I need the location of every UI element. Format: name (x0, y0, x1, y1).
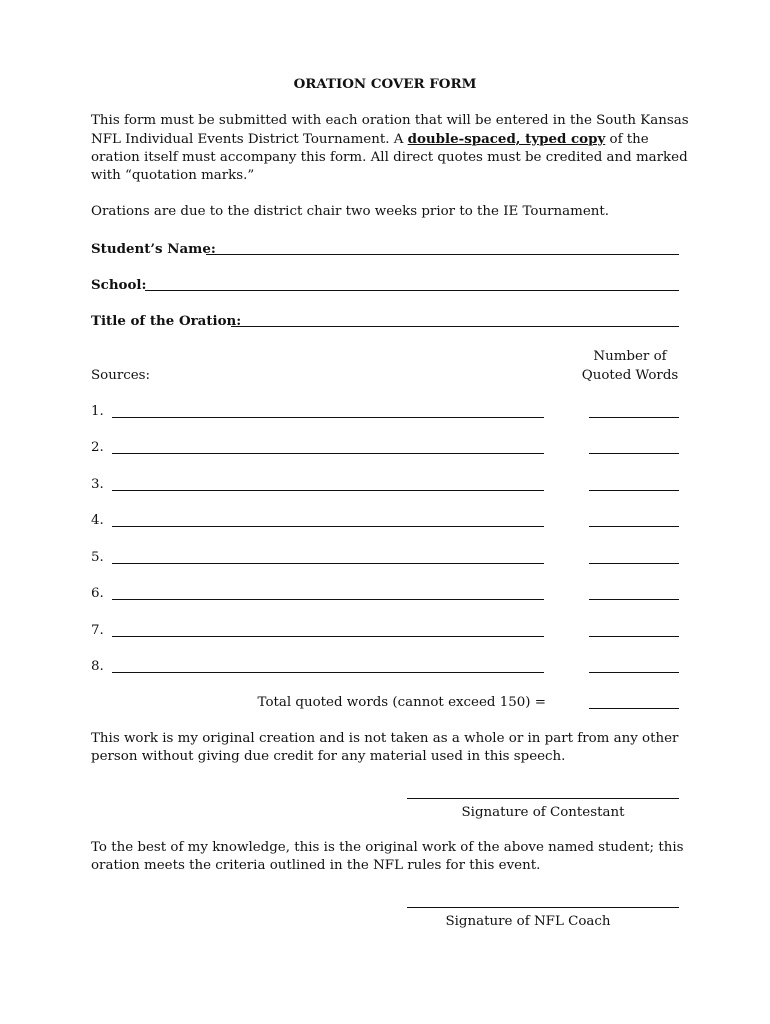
school-label: School: (91, 277, 147, 293)
oration-title-field[interactable] (231, 326, 679, 327)
source-field[interactable] (112, 599, 544, 600)
coach-signature-line[interactable] (407, 907, 679, 908)
total-quoted-words-field[interactable] (589, 708, 679, 709)
count-header-line1: Number of (593, 349, 667, 364)
source-number: 7. (91, 623, 104, 638)
source-field[interactable] (112, 453, 544, 454)
form-title: ORATION COVER FORM (293, 76, 477, 92)
source-number: 3. (91, 477, 104, 492)
contestant-signature-line[interactable] (407, 798, 679, 799)
student-name-field[interactable] (206, 254, 679, 255)
intro-text-part1: This form must be submitted with each oration that will be entered in the South Kansas NFL Individual Events District Tournament. A (91, 113, 689, 147)
oration-title-label: Title of the Oration: (91, 313, 242, 329)
source-field[interactable] (112, 490, 544, 491)
coach-signature-label: Signature of NFL Coach (445, 914, 611, 929)
due-note: Orations are due to the district chair two weeks prior to the IE Tournament. (91, 204, 610, 219)
quoted-count-field[interactable] (589, 599, 679, 600)
total-quoted-words-label: Total quoted words (cannot exceed 150) = (257, 695, 546, 710)
source-field[interactable] (112, 563, 544, 564)
intro-paragraph (91, 112, 691, 185)
quoted-count-field[interactable] (589, 563, 679, 564)
originality-statement: This work is my original creation and is not taken as a whole or in part from any other person without giving due credit for any material used in this speech. (91, 731, 679, 764)
source-number: 8. (91, 659, 104, 674)
count-header-line2: Quoted Words (581, 368, 679, 383)
quoted-count-field[interactable] (589, 417, 679, 418)
intro-emphasis: double-spaced, typed copy (407, 131, 606, 147)
sources-label: Sources: (91, 368, 151, 383)
source-number: 6. (91, 586, 104, 601)
source-field[interactable] (112, 672, 544, 673)
source-number: 2. (91, 440, 104, 455)
coach-statement: To the best of my knowledge, this is the original work of the above named student; this oration meets the criteria outlined in the NFL rules for this event. (91, 840, 684, 873)
source-field[interactable] (112, 526, 544, 527)
quoted-count-field[interactable] (589, 490, 679, 491)
source-number: 5. (91, 550, 104, 565)
student-name-label: Student’s Name: (91, 241, 216, 257)
source-number: 1. (91, 404, 104, 419)
source-number: 4. (91, 513, 104, 528)
intro-text-part2: of the oration itself must accompany this form. All direct quotes must be credited and marked with “quotation marks.” (91, 132, 688, 183)
quoted-count-field[interactable] (589, 453, 679, 454)
quoted-count-field[interactable] (589, 672, 679, 673)
source-field[interactable] (112, 636, 544, 637)
contestant-signature-label: Signature of Contestant (461, 805, 625, 820)
source-field[interactable] (112, 417, 544, 418)
quoted-count-field[interactable] (589, 636, 679, 637)
quoted-count-field[interactable] (589, 526, 679, 527)
school-field[interactable] (145, 290, 679, 291)
